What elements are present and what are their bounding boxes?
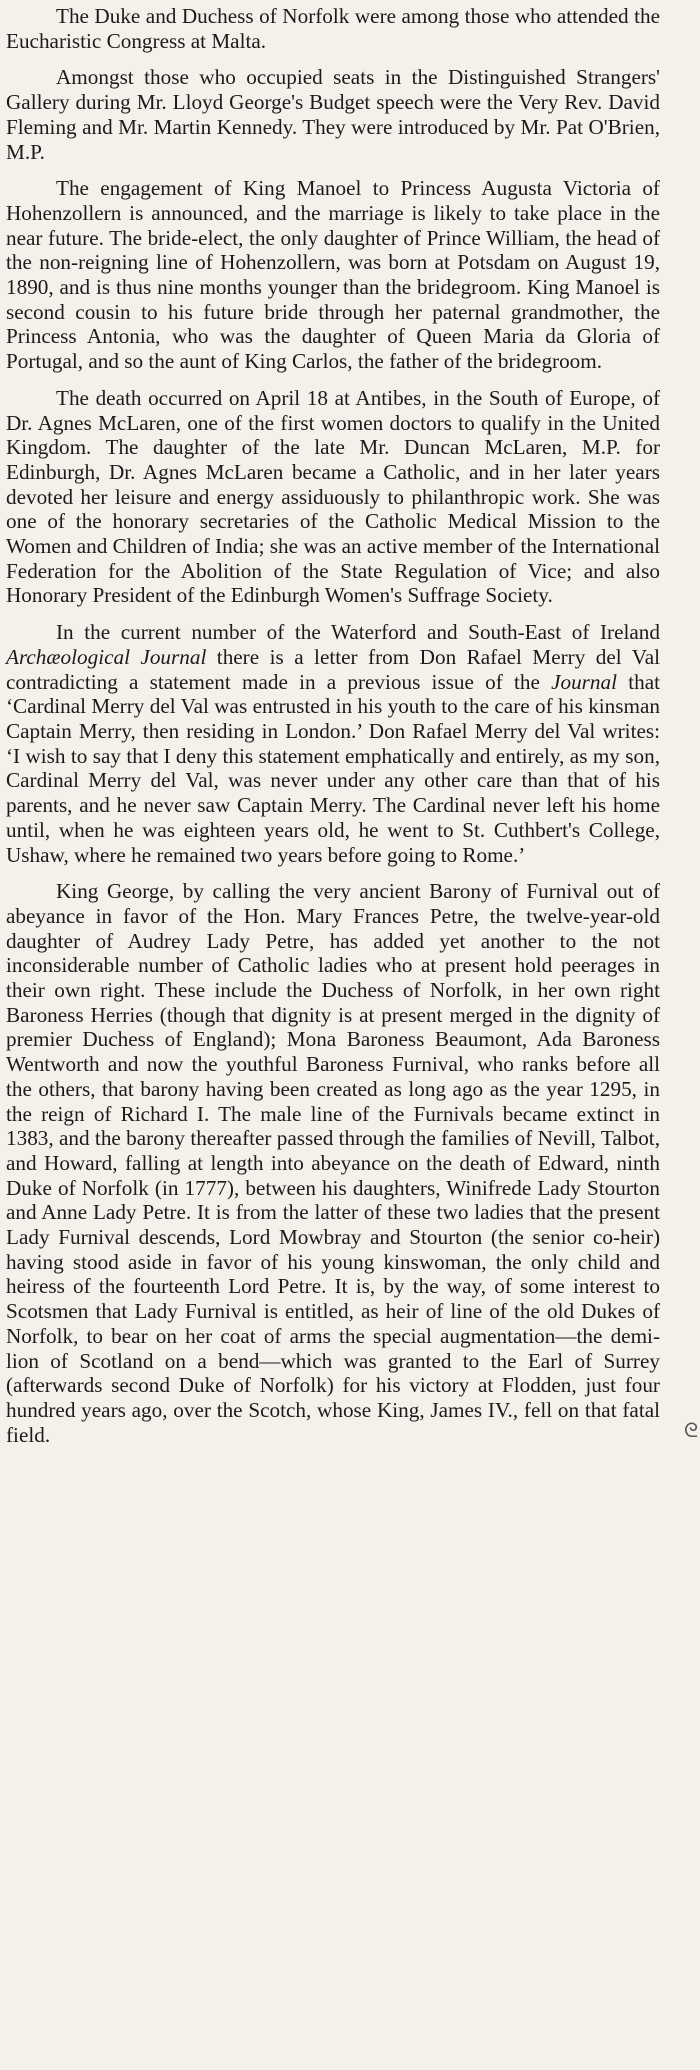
text-run: Amongst those who occupied seats in the Distinguished Strangers' Gallery during Mr. Lloyd George's Budget speech were the Very Rev. David Fleming and Mr. Martin Kennedy. They were introduced by Mr. Pat O'Brien, M.P. <box>6 65 660 164</box>
paragraph-barony-furnival <box>6 879 660 1447</box>
paragraph-king-manoel <box>6 176 660 374</box>
paragraph-norfolk-congress <box>6 4 660 53</box>
italic-title: Archæological Journal <box>6 644 207 669</box>
paragraph-agnes-mclaren <box>6 386 660 608</box>
margin-mark: ᘓ <box>684 1418 699 1442</box>
text-run: In the current number of the Waterford and South-East of Ireland <box>56 620 660 645</box>
paragraph-strangers-gallery <box>6 65 660 164</box>
text-run: that ‘Cardinal Merry del Val was entrusted in his youth to the care of his kinsman Captain Merry, then residing in London.’ Don Rafael Merry del Val writes: ‘I wish to say that I deny this statement emphatically and entirely, as my son, Cardinal Merry del Val, was never under any other care than that of his parents, and he never saw Captain Merry. The Cardinal never left his home until, when he was eighteen years old, he went to St. Cuthbert's College, Ushaw, where he remained two years before going to Rome.’ <box>6 669 660 867</box>
article-column <box>6 4 660 1459</box>
italic-title: Journal <box>551 669 618 694</box>
text-run: there is a letter from Don Rafael Merry del Val contradicting a statement made in a previous issue of the <box>6 644 660 694</box>
paragraph-merry-del-val <box>6 620 660 867</box>
text-run: King George, by calling the very ancient Barony of Furnival out of abeyance in favor of the Hon. Mary Frances Petre, the twelve-year-old daughter of Audrey Lady Petre, has added yet another to the not inconsiderable number of Catholic ladies who at present hold peerages in their own right. These include the Duchess of Norfolk, in her own right Baroness Herries (though that dignity is at present merged in the dignity of premier Duchess of England); Mona Baroness Beaumont, Ada Baroness Wentworth and now the youthful Baroness Furnival, who ranks before all the others, that barony having been created as long ago as the year 1295, in the reign of Richard I. The male line of the Furnivals became extinct in 1383, and the barony thereafter passed through the families of Nevill, Talbot, and Howard, falling at length into abeyance on the death of Edward, ninth Duke of Norfolk (in 1777), between his daughters, Winifrede Lady Stourton and Anne Lady Petre. It is from the latter of these two ladies that the present Lady Furnival descends, Lord Mowbray and Stourton (the senior co-heir) having stood aside in favor of his young kinswoman, the only child and heiress of the fourteenth Lord Petre. It is, by the way, of some interest to Scotsmen that Lady Furnival is entitled, as heir of line of the old Dukes of Norfolk, to bear on her coat of arms the special augmentation—the demi-lion of Scotland on a bend—which was granted to the Earl of Surrey (afterwards second Duke of Norfolk) for his victory at Flodden, just four hundred years ago, over the Scotch, whose King, James IV., fell on that fatal field. <box>6 879 660 1447</box>
text-run: The engagement of King Manoel to Princess Augusta Victoria of Hohenzollern is announced, and the marriage is likely to take place in the near future. The bride-elect, the only daughter of Prince William, the head of the non-reigning line of Hohenzollern, was born at Potsdam on August 19, 1890, and is thus nine months younger than the bridegroom. King Manoel is second cousin to his future bride through her paternal grandmother, the Princess Antonia, who was the daughter of Queen Maria da Gloria of Portugal, and so the aunt of King Carlos, the father of the bridegroom. <box>6 176 660 374</box>
text-run: The Duke and Duchess of Norfolk were among those who attended the Eucharistic Congress at Malta. <box>6 4 660 53</box>
text-run: The death occurred on April 18 at Antibes, in the South of Europe, of Dr. Agnes McLaren, one of the first women doctors to qualify in the United Kingdom. The daughter of the late Mr. Duncan McLaren, M.P. for Edinburgh, Dr. Agnes McLaren became a Catholic, and in her later years devoted her leisure and energy assiduously to philanthropic work. She was one of the honorary secretaries of the Catholic Medical Mission to the Women and Children of India; she was an active member of the International Federation for the Abolition of the State Regulation of Vice; and also Honorary President of the Edinburgh Women's Suffrage Society. <box>6 385 660 608</box>
